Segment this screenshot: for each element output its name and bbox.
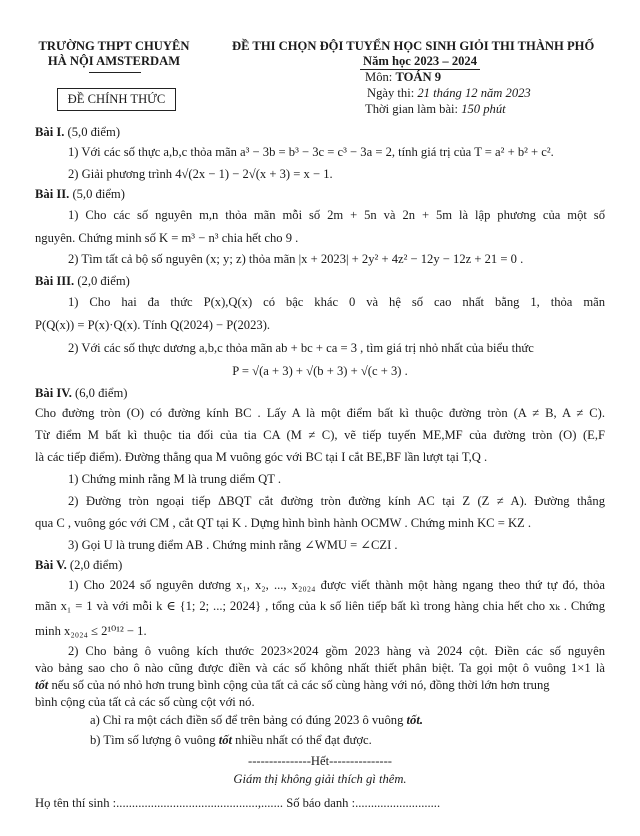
problem-3-heading: [35, 273, 605, 289]
proctor-note: Giám thị không giải thích gì thêm.: [233, 772, 407, 786]
problem-4-heading: [35, 385, 605, 401]
date-label: Ngày thi:: [367, 86, 418, 100]
line-text: b) Tìm số lượng ô vuông: [90, 733, 219, 747]
exam-date: [367, 86, 531, 101]
subject-value: TOÁN 9: [395, 70, 442, 84]
problem-2-q1-line1: 1) Cho các số nguyên m,n thỏa mãn mỗi số 2m + 5n và 2n + 5m là lập phương của một số: [68, 208, 605, 222]
problem-5-q1-line2: mãn x₁ = 1 và với mỗi k ∈ {1; 2; ...; 2024} , tổng của k số liên tiếp bất kì trong hàng chia hết cho xₖ . Chứng: [35, 599, 605, 613]
problem-5-q1-line3: minh x₂₀₂₄ ≤ 2¹⁰¹² − 1.: [35, 624, 147, 638]
problem-5-q2-line1: 2) Cho bảng ô vuông kích thước 2023×2024 gồm 2023 hàng và 2024 cột. Điền các số nguyên: [68, 644, 605, 658]
problem-points: (2,0 điểm): [66, 558, 123, 572]
problem-2-heading: [35, 186, 605, 202]
header-divider: [89, 72, 141, 73]
problem-4-intro-line1: Cho đường tròn (O) có đường kính BC . Lấy A là một điểm bất kì thuộc đường tròn (A ≠ B, A ≠ C).: [35, 406, 605, 420]
problem-4-q2-line2: qua C , vuông góc với CM , cắt QT tại K . Dựng hình bình hành OCMW . Chứng minh KC = KZ .: [35, 516, 532, 530]
school-name-line2: HÀ NỘI AMSTERDAM: [47, 54, 181, 68]
official-exam-label: ĐỀ CHÍNH THỨC: [57, 88, 176, 111]
problem-points: (2,0 điểm): [74, 274, 130, 288]
problem-title: Bài III.: [35, 274, 75, 288]
problem-4-q3: 3) Gọi U là trung điểm AB . Chứng minh rằng ∠WMU = ∠CZI .: [68, 538, 398, 552]
candidate-name-field: Họ tên thí sinh :.............................................,.......: [35, 796, 287, 810]
problem-3-q2-formula: P = √(a + 3) + √(b + 3) + √(c + 3) .: [232, 364, 408, 378]
problem-3-q1-line2: P(Q(x)) = P(x)·Q(x). Tính Q(2024) − P(2023).: [35, 318, 271, 332]
problem-4-q1: 1) Chứng minh rằng M là trung diểm QT .: [68, 472, 281, 486]
duration-value: 150 phút: [461, 102, 506, 116]
problem-points: (5,0 điểm): [69, 187, 125, 201]
problem-3-q2-line1: 2) Với các số thực dương a,b,c thỏa mãn ab + bc + ca = 3 , tìm giá trị nhỏ nhất của biểu thức: [68, 341, 534, 355]
problem-1-heading: [35, 124, 605, 140]
emphasis-term: tốt: [35, 678, 49, 692]
candidate-id-field: Số báo danh :...........................: [286, 796, 441, 810]
school-year: Năm học 2023 – 2024: [360, 54, 480, 70]
problem-5-q2-a: [90, 712, 640, 728]
problem-1-q2: 2) Giải phương trình 4√(2x − 1) − 2√(x + 3) = x − 1.: [68, 167, 333, 181]
problem-points: (6,0 điểm): [71, 386, 128, 400]
problem-5-q2-line3: [35, 677, 605, 693]
end-marker: ---------------Hết---------------: [248, 754, 392, 768]
problem-2-q2: 2) Tìm tất cả bộ số nguyên (x; y; z) thỏa mãn |x + 2023| + 2y² + 4z² − 12y − 12z + 21 = 0 .: [68, 252, 524, 266]
exam-duration: [365, 102, 506, 117]
problem-5-q2-b: [90, 732, 640, 748]
line-text: nhiều nhất có thể đạt được.: [232, 733, 372, 747]
problem-title: Bài II.: [35, 187, 70, 201]
problem-4-intro-line3: là các tiếp điểm). Đường thẳng qua M vuông góc với BC tại I cắt BE,BF lần lượt tại T,Q .: [35, 450, 488, 464]
problem-title: Bài I.: [35, 125, 65, 139]
problem-title: Bài V.: [35, 558, 67, 572]
school-name-line1: TRƯỜNG THPT CHUYÊN: [38, 39, 190, 53]
problem-5-q2-line4: bình cộng của tất cả các số cùng cột với nó.: [35, 695, 255, 709]
subject-label: Môn:: [365, 70, 396, 84]
candidate-info: [35, 795, 605, 811]
problem-5-q1-line1: 1) Cho 2024 số nguyên dương x₁, x₂, ..., x₂₀₂₄ được viết thành một hàng ngang theo thứ tự đó, thỏa: [68, 578, 605, 592]
problem-5-q2-line2: vào bảng sao cho ô nào cũng được điền và các số không nhất thiết phân biệt. Ta gọi một ô vuông 1×1 là: [35, 661, 605, 675]
line-text: a) Chỉ ra một cách điền số để trên bảng có đúng 2023 ô vuông: [90, 713, 407, 727]
duration-label: Thời gian làm bài:: [365, 102, 462, 116]
problem-4-intro-line2: Từ điểm M bất kì thuộc tia đối của tia CA (M ≠ C), vẽ tiếp tuyến ME,MF của đường tròn (O) (E,F: [35, 428, 605, 442]
date-value: 21 tháng 12 năm 2023: [417, 86, 531, 100]
problem-3-q1-line1: 1) Cho hai đa thức P(x),Q(x) có bậc khác 0 và hệ số cao nhất bằng 1, thỏa mãn: [68, 295, 605, 309]
problem-5-heading: [35, 557, 605, 573]
line-text: nếu số của nó nhỏ hơn trung bình cộng của tất cả các số cùng hàng với nó, đồng thời lớn hơn trung: [48, 678, 550, 692]
emphasis-term: tốt.: [406, 713, 423, 727]
problem-4-q2-line1: 2) Đường tròn ngoại tiếp ΔBQT cắt đường tròn đường kính AC tại Z (Z ≠ A). Đường thẳng: [68, 494, 605, 508]
problem-1-q1: 1) Với các số thực a,b,c thỏa mãn a³ − 3b = b³ − 3c = c³ − 3a = 2, tính giá trị của T = a² + b² + c².: [68, 145, 554, 159]
problem-points: (5,0 điểm): [64, 125, 121, 139]
exam-title: ĐỀ THI CHỌN ĐỘI TUYỂN HỌC SINH GIỎI THI THÀNH PHỐ: [232, 39, 595, 53]
emphasis-term: tốt: [218, 733, 232, 747]
problem-2-q1-line2: nguyên. Chứng minh số K = m³ − n³ chia hết cho 9 .: [35, 231, 299, 245]
subject: [365, 70, 441, 85]
problem-title: Bài IV.: [35, 386, 72, 400]
